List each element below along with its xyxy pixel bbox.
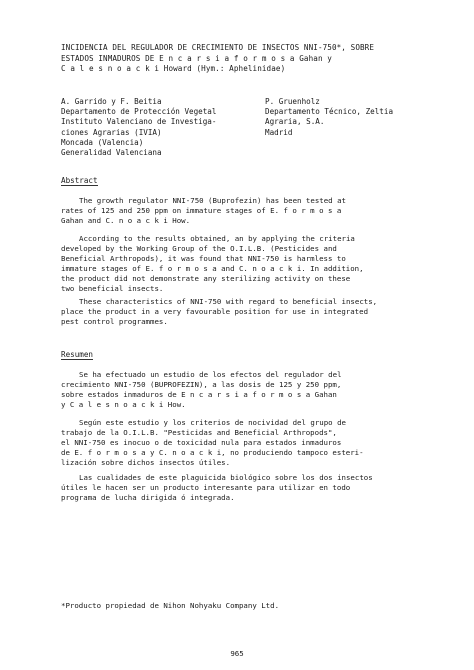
paper-title <box>61 43 433 75</box>
abstract-paragraph-2 <box>61 234 421 295</box>
author-line: Instituto Valenciano de Investiga- <box>61 117 217 127</box>
text-line: trabajo de la O.I.L.B. "Pesticidas and Beneficial Arthropods", <box>61 428 337 438</box>
resumen-paragraph-3 <box>61 473 421 503</box>
text-line: Según este estudio y los criterios de nocividad del grupo de <box>79 418 346 427</box>
text-line: According to the results obtained, an by applying the criteria <box>79 234 355 243</box>
title-line: INCIDENCIA DEL REGULADOR DE CRECIMIENTO DE INSECTOS NNI-750*, SOBRE <box>61 43 375 52</box>
text-line: Beneficial Arthropods), it was found that NNI-750 is harmless to <box>61 254 346 264</box>
text-line: Se ha efectuado un estudio de los efectos del regulador del <box>79 370 342 379</box>
title-line: C a l e s n o a c k i Howard (Hym.: Aphelinidae) <box>61 64 286 73</box>
authors-affiliation-left <box>61 97 261 158</box>
footnote: *Producto propiedad de Nihon Nohyaku Company Ltd. <box>61 601 280 610</box>
resumen-paragraph-1 <box>61 370 421 410</box>
text-line: crecimiento NNI-750 (BUPROFEZIN), a las dosis de 125 y 250 ppm, <box>61 380 342 390</box>
resumen-paragraph-2 <box>61 418 421 468</box>
author-line: A. Garrido y F. Beitia <box>61 97 162 106</box>
text-line: pest control programmes. <box>61 317 168 327</box>
author-line: Generalidad Valenciana <box>61 148 162 158</box>
author-line: Madrid <box>265 127 293 137</box>
resumen-heading: Resumen <box>61 350 94 359</box>
author-line: Agraria, S.A. <box>265 117 325 127</box>
text-line: developed by the Working Group of the O.I.L.B. (Pesticides and <box>61 244 337 254</box>
text-line: The growth regulator NNI-750 (Buprofezin) has been tested at <box>79 196 346 205</box>
text-line: útiles le hacen ser un producto interesante para utilizar en todo <box>61 483 351 493</box>
text-line: programa de lucha dirigida ó integrada. <box>61 493 235 503</box>
abstract-heading: Abstract <box>61 176 98 185</box>
text-line: Gahan and C. n o a c k i How. <box>61 216 191 226</box>
text-line: el NNI-750 es inocuo o de toxicidad nula para estados inmaduros <box>61 438 342 448</box>
text-line: two beneficial insects. <box>61 284 164 294</box>
text-line: lización sobre dichos insectos útiles. <box>61 458 231 468</box>
abstract-paragraph-3 <box>61 297 421 327</box>
author-line: Moncada (Valencia) <box>61 137 144 147</box>
text-line: y C a l e s n o a c k i How. <box>61 400 186 410</box>
author-line: Departamento de Protección Vegetal <box>61 107 217 117</box>
title-line: ESTADOS INMADUROS DE E n c a r s i a f o r m o s a Gahan y <box>61 53 332 63</box>
text-line: de E. f o r m o s a y C. n o a c k i, no produciendo tampoco esteri- <box>61 448 364 458</box>
authors-affiliation-right <box>265 97 435 138</box>
text-line: rates of 125 and 250 ppm on immature stages of E. f o r m o s a <box>61 206 342 216</box>
text-line: Las cualidades de este plaguicida biológico sobre los dos insectos <box>79 473 373 482</box>
text-line: These characteristics of NNI-750 with regard to beneficial insects, <box>79 297 378 306</box>
page-number: 965 <box>230 649 244 658</box>
author-line: P. Gruenholz <box>265 97 320 106</box>
text-line: immature stages of E. f o r m o s a and C. n o a c k i. In addition, <box>61 264 364 274</box>
text-line: place the product in a very favourable position for use in integrated <box>61 307 369 317</box>
abstract-paragraph-1 <box>61 196 421 226</box>
author-line: ciones Agrarias (IVIA) <box>61 127 162 137</box>
text-line: sobre estados inmaduros de E n c a r s i a f o r m o s a Gahan <box>61 390 337 400</box>
text-line: the product did not demonstrate any sterilizing activity on these <box>61 274 351 284</box>
author-line: Departamento Técnico, Zeltia <box>265 107 394 117</box>
